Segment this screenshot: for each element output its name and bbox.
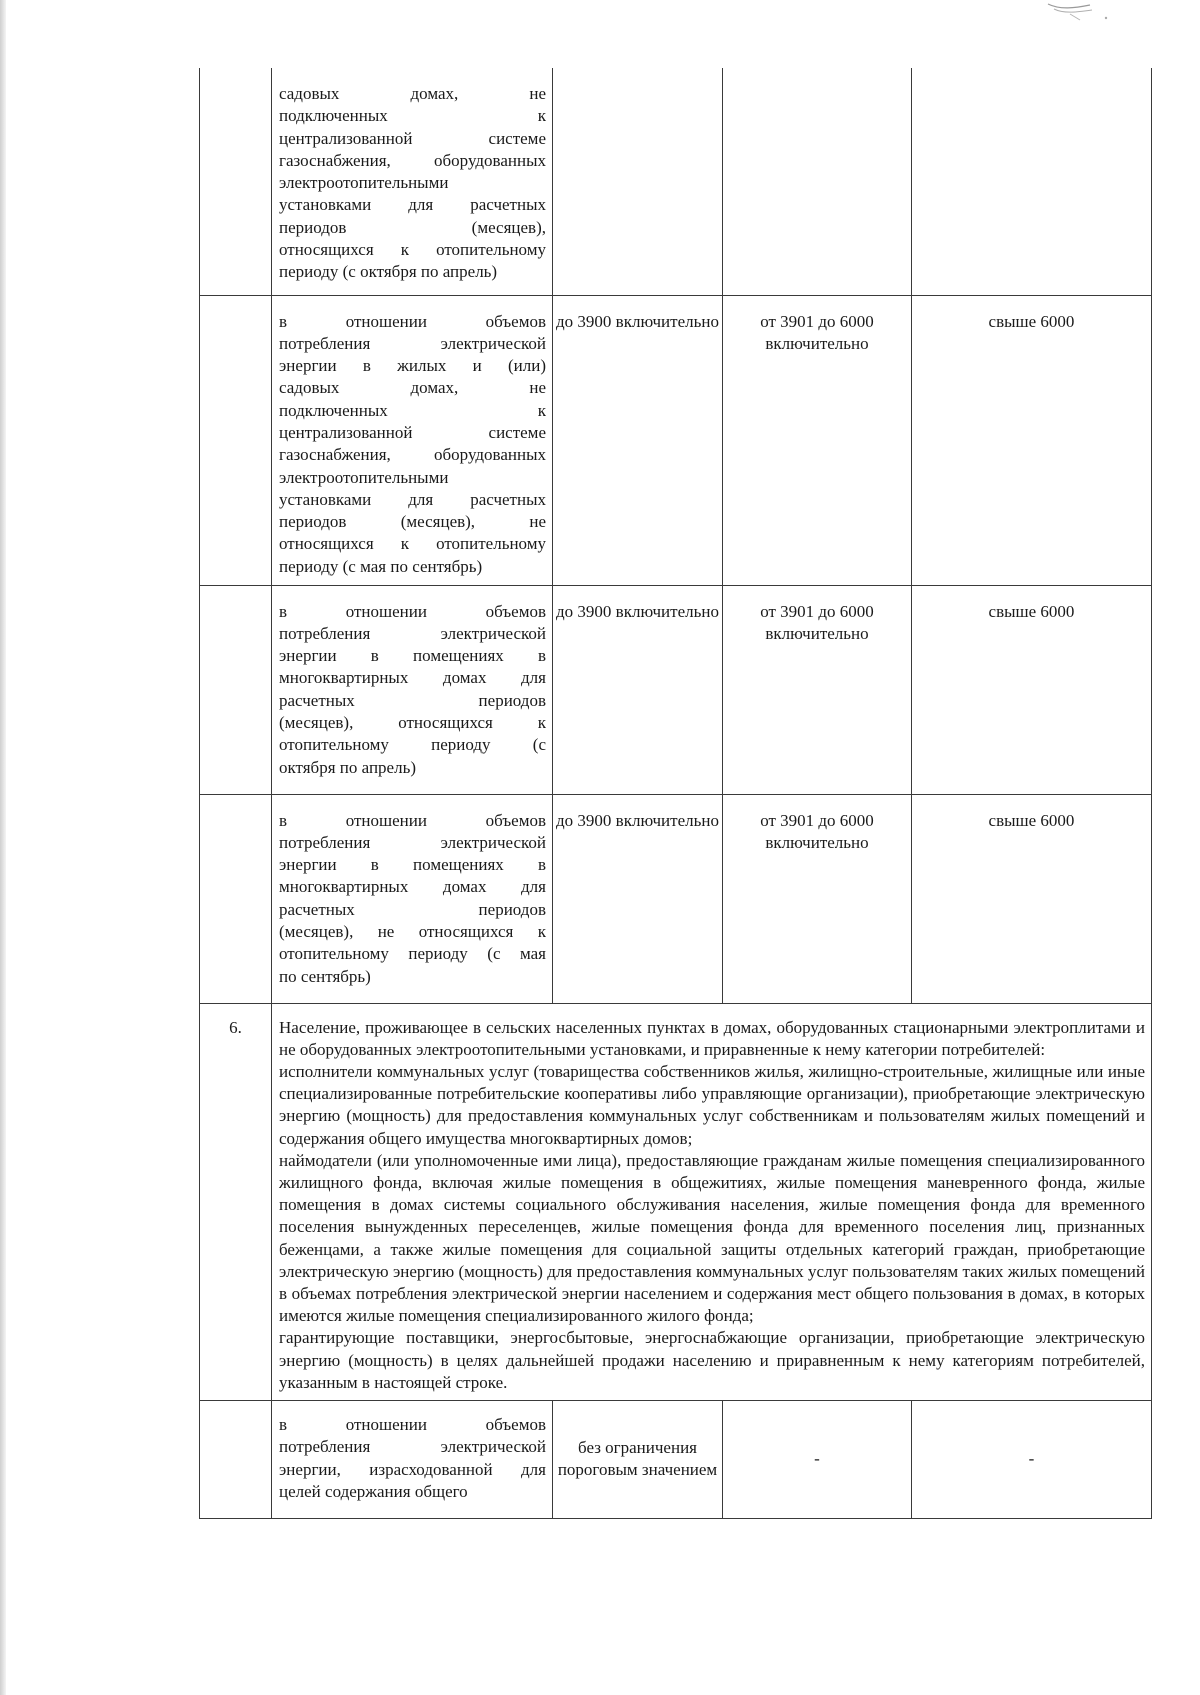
tariff-table [199, 68, 1152, 1519]
row-number: 6. [200, 1003, 272, 1400]
threshold-low-cell: до 3900 включительно [553, 794, 723, 1003]
row-number-cell [200, 585, 272, 794]
threshold-high-cell: - [912, 1400, 1152, 1518]
threshold-high-cell: свыше 6000 [912, 794, 1152, 1003]
paragraph: исполнители коммунальных услуг (товарищества собственников жилья, жилищно-строительные, жилищные или иные специализированные потребительские кооперативы либо управляющие организации), приобретающие электрическую энергию (мощность) для предоставления коммунальных услуг собственникам и пользователям жилых помещений и содержания общего имущества многоквартирных домов; [279, 1061, 1145, 1148]
threshold-low-cell: без ограничения пороговым значением [553, 1400, 723, 1518]
threshold-mid-cell: от 3901 до 6000 включительно [723, 295, 912, 585]
table-row [200, 1400, 1152, 1518]
stamp-fragment [1040, 0, 1110, 22]
row-6-description [272, 1003, 1152, 1400]
row-number-cell [200, 1400, 272, 1518]
threshold-mid-cell: - [723, 1400, 912, 1518]
threshold-mid-cell [723, 68, 912, 295]
table-row [200, 68, 1152, 295]
threshold-low-cell: до 3900 включительно [553, 295, 723, 585]
page-edge-shadow [0, 0, 6, 1695]
row-number-cell [200, 295, 272, 585]
threshold-low-cell [553, 68, 723, 295]
row-number-cell [200, 794, 272, 1003]
category-cell: садовых домах, не подключенных к централизованной системе газоснабжения, оборудованных электроотопительными установками для расчетных периодов (месяцев), относящихся к отопительному периоду (с октября по апрель) [272, 68, 553, 295]
category-cell: в отношении объемов потребления электрической энергии в помещениях в многоквартирных домах для расчетных периодов (месяцев), не относящихся к отопительному периоду (с мая по сентябрь) [272, 794, 553, 1003]
threshold-low-cell: до 3900 включительно [553, 585, 723, 794]
threshold-high-cell: свыше 6000 [912, 295, 1152, 585]
table-row-6-header [200, 1003, 1152, 1400]
row-number-cell [200, 68, 272, 295]
paragraph: гарантирующие поставщики, энергосбытовые, энергоснабжающие организации, приобретающие электрическую энергию (мощность) в целях дальнейшей продажи населению и приравненным к нему категориям потребителей, указанным в настоящей строке. [279, 1328, 1145, 1392]
table-row [200, 295, 1152, 585]
table-row [200, 794, 1152, 1003]
threshold-high-cell: свыше 6000 [912, 585, 1152, 794]
table-row [200, 585, 1152, 794]
category-cell: в отношении объемов потребления электрической энергии в помещениях в многоквартирных домах для расчетных периодов (месяцев), относящихся к отопительному периоду (с октября по апрель) [272, 585, 553, 794]
threshold-high-cell [912, 68, 1152, 295]
paragraph: Население, проживающее в сельских населенных пунктах в домах, оборудованных стационарными электроплитами и не оборудованных электроотопительными установками, и приравненные к нему категории потребителей: [279, 1017, 1145, 1059]
threshold-mid-cell: от 3901 до 6000 включительно [723, 585, 912, 794]
paragraph: наймодатели (или уполномоченные ими лица), предоставляющие гражданам жилые помещения специализированного жилищного фонда, включая жилые помещения в общежитиях, жилые помещения маневренного фонда, жилые помещения в домах системы социального обслуживания населения, жилые помещения фонда для временного поселения вынужденных переселенцев, жилые помещения фонда для временного поселения лиц, признанных беженцами, а также жилые помещения для социальной защиты отдельных категорий граждан, приобретающие электрическую энергию (мощность) для предоставления коммунальных услуг пользователям таких жилых помещений в объемах потребления электрической энергии населением и содержания мест общего пользования в домах, в которых имеются жилые помещения специализированного жилого фонда; [279, 1150, 1145, 1326]
category-cell: в отношении объемов потребления электрической энергии в жилых и (или) садовых домах, не подключенных к централизованной системе газоснабжения, оборудованных электроотопительными установками для расчетных периодов (месяцев), не относящихся к отопительному периоду (с мая по сентябрь) [272, 295, 553, 585]
threshold-mid-cell: от 3901 до 6000 включительно [723, 794, 912, 1003]
category-cell: в отношении объемов потребления электрической энергии, израсходованной для целей содержания общего [272, 1400, 553, 1518]
